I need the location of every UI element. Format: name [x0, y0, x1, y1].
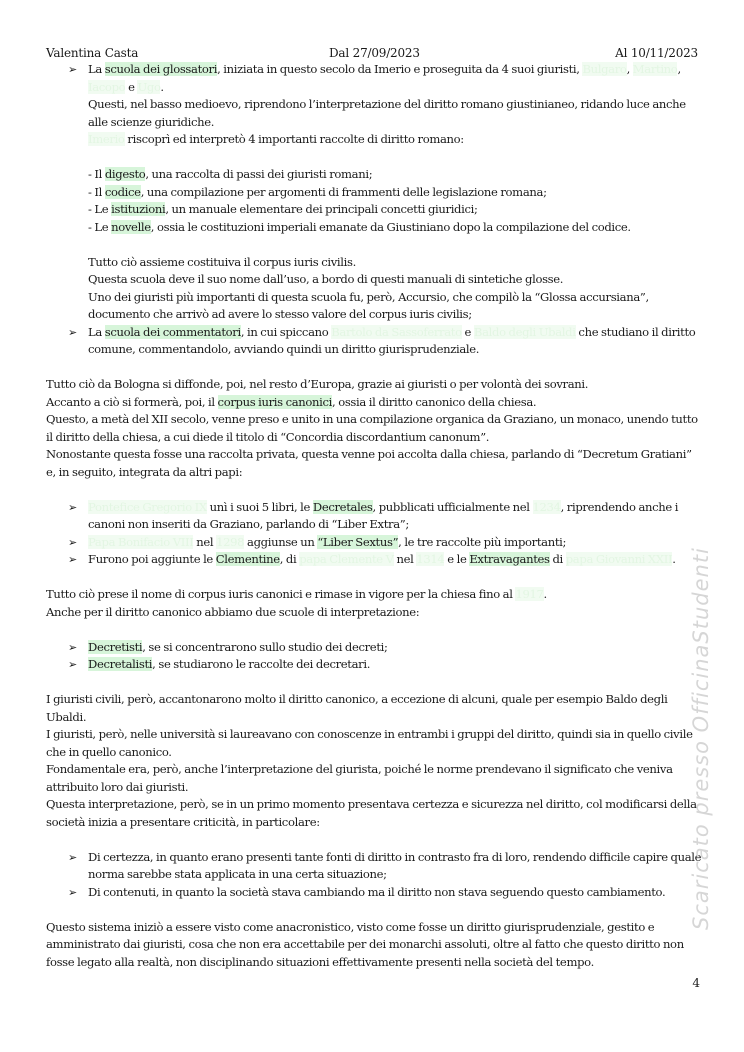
paragraph: Tutto ciò da Bologna si diffonde, poi, nel resto d’Europa, grazie ai giuristi o per volontà dei sovrani.	[46, 377, 589, 391]
highlight-name: Bartolo da Sassoferrato	[331, 324, 462, 339]
bullet-clementine: ➢ Furono poi aggiunte le Clementine, di papa Clemente V nel 1314 e le Extravagantes di papa Giovanni XXII.	[46, 551, 702, 569]
document-body	[46, 61, 702, 971]
bullet-decretalisti: ➢ Decretalisti, se studiarono le raccolte dei decretari.	[46, 656, 702, 674]
highlight-term: scuola dei commentatori	[104, 324, 241, 339]
highlight-name: Pontefice Gregorio IX	[88, 499, 207, 514]
highlight-name: Martino	[632, 62, 678, 76]
bullet-bonifacio: ➢ Papa Bonifacio VIII nel 1298 aggiunse un “Liber Sextus”, le tre raccolte più importanti;	[46, 534, 702, 552]
paragraph: Tutto ciò assieme costituiva il corpus iuris civilis.	[88, 254, 356, 269]
highlight-name: Papa Bonifacio VIII	[88, 534, 194, 549]
highlight-name: 1234	[532, 499, 561, 514]
highlight-term: Extravagantes	[469, 552, 550, 566]
highlight-term: istituzioni	[111, 202, 166, 216]
paragraph: Imerio riscoprì ed interpretò 4 importanti raccolte di diritto romano:	[88, 132, 464, 146]
highlight-term: Decretalisti	[88, 657, 153, 671]
highlight-term: scuola dei glossatori	[104, 62, 218, 76]
highlight-name: Imerio	[88, 132, 125, 146]
highlight-name: Bulgaro	[582, 62, 627, 76]
highlight-name: Ugo	[137, 79, 161, 94]
paragraph: Accanto a ciò si formerà, poi, il corpus iuris canonici, ossia il diritto canonico della chiesa.	[46, 394, 537, 409]
highlight-name: 1298	[216, 534, 245, 549]
highlight-term: Decretales	[312, 499, 373, 514]
criticita-list	[46, 849, 702, 902]
bullet-gregorio: ➢ Pontefice Gregorio IX unì i suoi 5 libri, le Decretales, pubblicati ufficialmente nel 1234, riprendendo anche i canoni non inseriti da Graziano, parlando di “Liber Extra”;	[46, 499, 702, 534]
paragraph: Questo sistema iniziò a essere visto come anacronistico, visto come fosse un diritto giurisprudenziale, gestito e amministrato dai giuristi, cosa che non era accettabile per dei monarchi assoluti, oltre al fatto che questo diritto non fosse legato alla realtà, non disciplinando situazioni effettivamente presenti nella società del tempo.	[46, 919, 684, 969]
list-item-novelle: - Le novelle, ossia le costituzioni imperiali emanate da Giustiniano dopo la compilazione del codice.	[88, 219, 631, 234]
paragraph: I giuristi civili, però, accantonarono molto il diritto canonico, a eccezione di alcuni, quale per esempio Baldo degli Ubaldi.	[46, 692, 668, 724]
bullet-scuola-commentatori: ➢ La scuola dei commentatori, in cui spiccano Bartolo da Sassoferrato e Baldo degli Ubaldi che studiano il diritto comune, commentandolo, avviando quindi un diritto giurisprudenziale.	[46, 324, 702, 359]
paragraph: Fondamentale era, però, anche l’interpretazione del giurista, poiché le norme prendevano il significato che veniva attribuito loro dai giuristi.	[46, 762, 673, 794]
header-date-to: Al 10/11/2023	[615, 46, 698, 60]
highlight-term: digesto	[104, 167, 146, 181]
paragraph: Questi, nel basso medioevo, riprendono l’interpretazione del diritto romano giustinianeo, ridando luce anche alle scienze giuridiche.	[88, 97, 686, 129]
highlight-term: Decretisti	[88, 639, 143, 654]
bullet-contenuti: ➢ Di contenuti, in quanto la società stava cambiando ma il diritto non stava seguendo questo cambiamento.	[46, 884, 702, 902]
highlight-name: Iacopo	[88, 79, 126, 94]
highlight-term: codice	[104, 184, 141, 199]
page-header	[46, 46, 698, 62]
paragraph: Anche per il diritto canonico abbiamo due scuole di interpretazione:	[46, 604, 420, 619]
bullet-decretisti: ➢ Decretisti, se si concentrarono sullo studio dei decreti;	[46, 639, 702, 657]
paragraph: Questa interpretazione, però, se in un primo momento presentava certezza e sicurezza nel diritto, col modificarsi della società inizia a presentare criticità, in particolare:	[46, 797, 697, 829]
bullet-certezza: ➢ Di certezza, in quanto erano presenti tante fonti di diritto in contrasto fra di loro, rendendo difficile capire quale norma sarebbe stata applicata in una certa situazione;	[46, 849, 702, 884]
list-item-digesto: - Il digesto, una raccolta di passi dei giuristi romani;	[88, 167, 373, 181]
highlight-term: novelle	[111, 219, 151, 234]
svg-text:Scaricato presso OfficinaStude: Scaricato presso OfficinaStudenti	[689, 547, 713, 930]
highlight-term: Clementine	[215, 552, 280, 566]
schools-list	[46, 61, 702, 96]
header-author: Valentina Casta	[46, 46, 139, 60]
page-number: 4	[692, 976, 700, 990]
highlight-name: papa Clemente V	[299, 552, 394, 566]
paragraph: Questo, a metà del XII secolo, venne preso e unito in una compilazione organica da Graziano, un monaco, unendo tutto il diritto della chiesa, a cui diede il titolo di “Concordia discordantium canonum”.	[46, 412, 698, 444]
paragraph: Questa scuola deve il suo nome dall’uso, a bordo di questi manuali di sintetiche glosse.	[88, 272, 564, 286]
highlight-term: “Liber Sextus”	[317, 534, 399, 549]
paragraph: I giuristi, però, nelle università si laureavano con conoscenze in entrambi i gruppi del diritto, quindi sia in quello civile che in quello canonico.	[46, 727, 693, 759]
papi-list	[46, 499, 702, 569]
list-item-codice: - Il codice, una compilazione per argomenti di frammenti delle legislazione romana;	[88, 184, 547, 199]
list-item-istituzioni: - Le istituzioni, un manuale elementare dei principali concetti giuridici;	[88, 202, 478, 216]
highlight-name: 1314	[416, 552, 445, 566]
paragraph: Nonostante questa fosse una raccolta privata, questa venne poi accolta dalla chiesa, parlando di “Decretum Gratiani” e, in seguito, integrata da altri papi:	[46, 447, 692, 479]
highlight-name: Baldo degli Ubaldi	[473, 324, 576, 339]
highlight-name: 1917	[515, 587, 544, 601]
highlight-term: corpus iuris canonici	[217, 394, 333, 409]
bullet-scuola-glossatori: ➢ La scuola dei glossatori, iniziata in questo secolo da Imerio e proseguita da 4 suoi giuristi, Bulgaro, Martino, Iacopo e Ugo.	[46, 61, 702, 96]
paragraph: Uno dei giuristi più importanti di questa scuola fu, però, Accursio, che compilò la “Glossa accursiana”, documento che arrivò ad avere lo stesso valore del corpus iuris civilis;	[88, 289, 649, 321]
paragraph: Tutto ciò prese il nome di corpus iuris canonici e rimase in vigore per la chiesa fino al 1917.	[46, 587, 547, 601]
schools-list	[46, 324, 702, 359]
watermark	[666, 520, 726, 940]
decretisti-list	[46, 639, 702, 674]
highlight-name: papa Giovanni XXII	[565, 552, 673, 566]
header-date-from: Dal 27/09/2023	[329, 46, 420, 60]
